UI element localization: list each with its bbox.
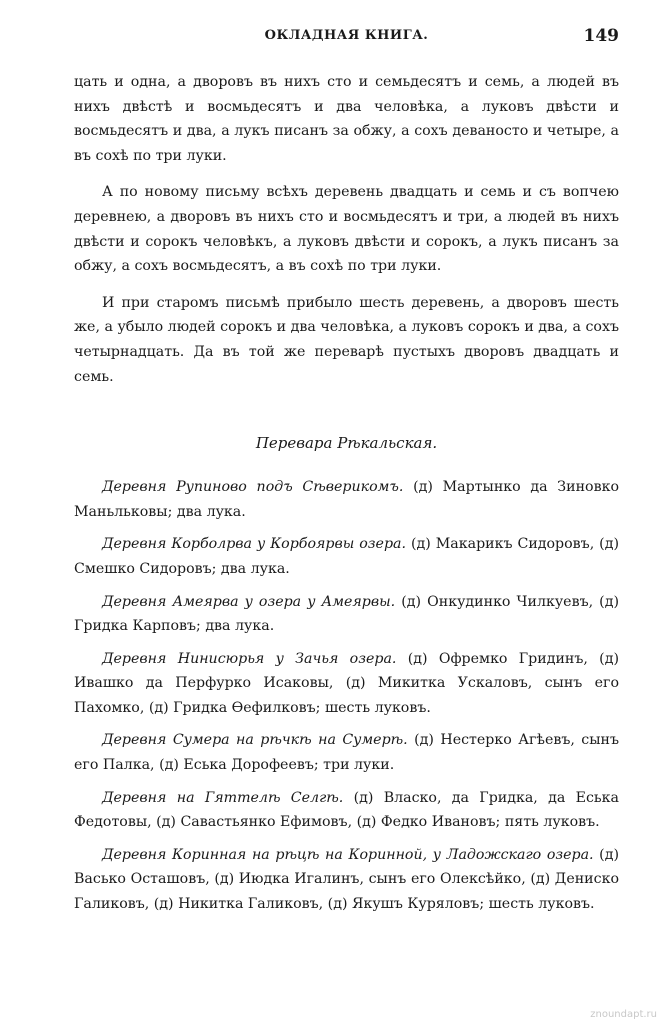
village-entry xyxy=(74,728,619,777)
paragraph-new-census: А по новому письму всѣхъ деревень двадцать и семь и съ вопчею деревнею, а дворовъ въ нихъ сто и восмьдесятъ и три, а людей въ нихъ двѣсти и сорокъ человѣкъ, а луковъ двѣсти и сорокъ, а лукъ писанъ за обжу, а сохъ восмьдесятъ, а въ сохѣ по три луки. xyxy=(74,184,619,275)
village-name: Деревня на Гяттелѣ Селгѣ. xyxy=(102,789,344,806)
village-name: Деревня Рупиново подъ Сѣверикомъ. xyxy=(102,479,404,496)
village-name: Деревня Нинисюрья у Зачья озера. xyxy=(102,650,397,667)
village-households: (д) Васько Осташовъ, (д) Июдка Игалинъ, сынъ его Олексѣйко, (д) Дениско Галиковъ, (д) Никитка Галиковъ, (д) Якушъ Куряловъ; шесть луковъ. xyxy=(74,846,619,913)
village-entry xyxy=(74,647,619,721)
village-households: (д) Власко, да Гридка, да Еська Федотовы, (д) Савастьянко Ефимовъ, (д) Федко Ивановъ; пять луковъ. xyxy=(74,789,619,831)
page-number: 149 xyxy=(583,26,619,46)
village-entry xyxy=(74,532,619,581)
paragraph-continuation: цать и одна, а дворовъ въ нихъ сто и семьдесятъ и семь, а людей въ нихъ двѣстѣ и восмьдесятъ и два человѣка, а луковъ двѣсти и восмьдесятъ и два, а лукъ писанъ за обжу, а сохъ деваносто и четыре, а въ сохѣ по три луки. xyxy=(74,74,619,164)
village-entry xyxy=(74,786,619,835)
village-households: (д) Офремко Гридинъ, (д) Ивашко да Перфурко Исаковы, (д) Микитка Ускаловъ, сынъ его Пахомко, (д) Гридка Ѳефилковъ; шесть луковъ. xyxy=(74,650,619,716)
village-entry xyxy=(74,843,619,917)
village-name: Деревня Амеярва у озера у Амеярвы. xyxy=(102,593,396,610)
village-name: Деревня Коринная на рѣцѣ на Коринной, у Ладожскаго озера. xyxy=(102,846,594,863)
village-entry xyxy=(74,590,619,639)
running-header xyxy=(74,28,619,50)
watermark: znoundapt.ru xyxy=(590,1009,657,1020)
village-households: (д) Макарикъ Сидоровъ, (д) Смешко Сидоровъ; два лука. xyxy=(74,536,619,577)
village-entry xyxy=(74,475,619,524)
header-title: ОКЛАДНАЯ КНИГА. xyxy=(264,28,429,43)
village-households: (д) Нестерко Агѣевъ, сынъ его Палка, (д) Еська Дорофеевъ; три луки. xyxy=(74,732,620,774)
paragraph-comparison: И при старомъ письмѣ прибыло шесть деревень, а дворовъ шесть же, а убыло людей сорокъ и два человѣка, а луковъ сорокъ и два, а сохъ четырнадцать. Да въ той же переварѣ пустыхъ дворовъ двадцать и семь. xyxy=(74,294,619,385)
village-households: (д) Мартынко да Зиновко Маньльковы; два лука. xyxy=(74,479,619,520)
village-households: (д) Онкудинко Чилкуевъ, (д) Гридка Карповъ; два лука. xyxy=(74,593,619,635)
section-title: Перевара Рѣкальская. xyxy=(255,434,438,453)
village-name: Деревня Корболрва у Корбоярвы озера. xyxy=(102,536,406,553)
village-name: Деревня Сумера на рѣчкѣ на Сумерѣ. xyxy=(102,732,408,749)
page-content xyxy=(74,70,619,917)
